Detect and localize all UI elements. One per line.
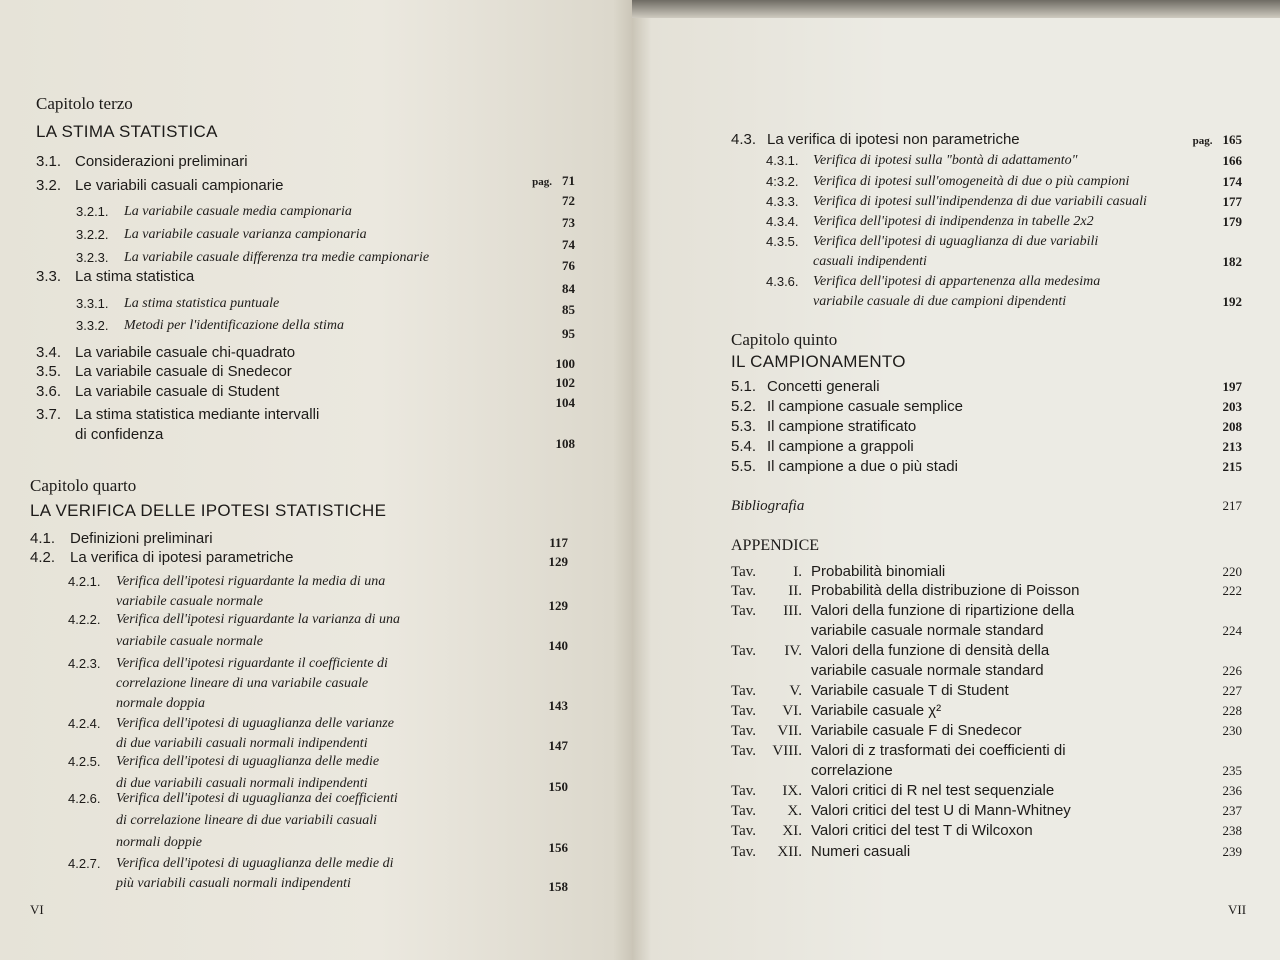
entry-number: 5.2. bbox=[731, 398, 757, 415]
appendix-title: APPENDICE bbox=[731, 537, 820, 554]
entry-title: Le variabili casuali campionarie bbox=[75, 177, 284, 194]
table-number: V. bbox=[789, 683, 802, 699]
entry-title: Il campione a due o più stadi bbox=[767, 458, 958, 475]
entry-page bbox=[1182, 293, 1242, 311]
entry-title: di due variabili casuali normali indipendenti bbox=[116, 736, 368, 751]
table-number: X. bbox=[787, 803, 802, 819]
entry-page: 238 bbox=[1222, 823, 1242, 838]
entry-page bbox=[515, 192, 575, 210]
entry-title: variabile casuale normale bbox=[116, 634, 263, 649]
entry-title: Verifica dell'ipotesi di indipendenza in tabelle 2x2 bbox=[813, 214, 1094, 229]
entry-title: Verifica dell'ipotesi di uguaglianza delle medie di bbox=[116, 856, 394, 871]
entry-title: variabile casuale normale bbox=[116, 594, 263, 609]
entry-number: 3.2.1. bbox=[76, 204, 109, 219]
entry-title: Valori critici del test U di Mann-Whitney bbox=[811, 802, 1071, 819]
entry-number: 4.3.5. bbox=[766, 234, 799, 249]
entry-title: normale doppia bbox=[116, 696, 206, 711]
tav-label: Tav. bbox=[731, 823, 757, 839]
page-number: 192 bbox=[1222, 294, 1242, 309]
entry-title: Valori critici di R nel test sequenziale bbox=[811, 782, 1055, 799]
page-number: 158 bbox=[548, 879, 568, 894]
entry-title: La verifica di ipotesi parametriche bbox=[70, 549, 294, 566]
entry-page bbox=[515, 374, 575, 392]
entry-number: 4.3.6. bbox=[766, 274, 799, 289]
page-number: 71 bbox=[562, 173, 575, 188]
entry-page bbox=[508, 878, 568, 896]
entry-page: 228 bbox=[1222, 703, 1242, 718]
table-number: II. bbox=[788, 583, 802, 599]
entry-number: 4.2.5. bbox=[68, 754, 101, 769]
page-number: 84 bbox=[562, 281, 575, 296]
entry-page bbox=[1182, 378, 1242, 396]
entry-number: 4.2.6. bbox=[68, 791, 101, 806]
table-number: XI. bbox=[782, 823, 802, 839]
entry-page: 227 bbox=[1222, 683, 1242, 698]
entry-number: 3.7. bbox=[36, 406, 62, 423]
tav-label: Tav. bbox=[731, 643, 757, 659]
entry-title: Metodi per l'identificazione della stima bbox=[124, 318, 344, 333]
page-number: 197 bbox=[1222, 379, 1242, 394]
entry-title: Concetti generali bbox=[767, 378, 880, 395]
tav-label: Tav. bbox=[731, 603, 757, 619]
entry-page bbox=[508, 553, 568, 571]
tav-label: Tav. bbox=[731, 683, 757, 699]
entry-page bbox=[1182, 253, 1242, 271]
tav-label: Tav. bbox=[731, 803, 757, 819]
page-number: VI bbox=[30, 902, 44, 917]
entry-title: Valori della funzione di densità della bbox=[811, 642, 1050, 659]
entry-title: Variabile casuale χ² bbox=[811, 702, 942, 719]
page-number: 74 bbox=[562, 237, 575, 252]
entry-number: 3.3.2. bbox=[76, 318, 109, 333]
entry-title: La stima statistica mediante intervalli bbox=[75, 406, 320, 423]
entry-page bbox=[1182, 418, 1242, 436]
entry-title: di correlazione lineare di due variabili casuali bbox=[116, 813, 378, 828]
entry-title: Verifica dell'ipotesi di uguaglianza di due variabili bbox=[813, 234, 1099, 249]
entry-page: 239 bbox=[1222, 844, 1242, 859]
entry-number: 4.2.3. bbox=[68, 656, 101, 671]
page-number: 182 bbox=[1222, 254, 1242, 269]
page-number: 147 bbox=[548, 738, 568, 753]
page-number: 129 bbox=[548, 554, 568, 569]
tav-label: Tav. bbox=[731, 783, 757, 799]
entry-page: 222 bbox=[1222, 583, 1242, 598]
entry-page bbox=[508, 778, 568, 796]
chapter-label: Capitolo quinto bbox=[731, 330, 838, 349]
entry-title: La stima statistica puntuale bbox=[124, 296, 280, 311]
entry-number: 5.1. bbox=[731, 378, 757, 395]
entry-number: 5.3. bbox=[731, 418, 757, 435]
chapter-label: Capitolo quarto bbox=[30, 476, 137, 495]
entry-number: 4.2. bbox=[30, 549, 56, 566]
page-number: 215 bbox=[1222, 459, 1242, 474]
entry-number: 3.4. bbox=[36, 344, 62, 361]
entry-page bbox=[508, 637, 568, 655]
entry-title: Valori critici del test T di Wilcoxon bbox=[811, 822, 1033, 839]
page-number: 166 bbox=[1222, 153, 1242, 168]
entry-title: variabile casuale normale standard bbox=[811, 622, 1044, 639]
entry-page bbox=[515, 257, 575, 275]
entry-title: La variabile casuale media campionaria bbox=[124, 204, 352, 219]
entry-page bbox=[515, 214, 575, 232]
entry-number: 5.5. bbox=[731, 458, 757, 475]
table-number: IX. bbox=[782, 783, 802, 799]
entry-title: Il campione a grappoli bbox=[767, 438, 914, 455]
entry-title: Valori della funzione di ripartizione della bbox=[811, 602, 1075, 619]
entry-title: variabile casuale di due campioni dipendenti bbox=[813, 294, 1067, 309]
tav-label: Tav. bbox=[731, 844, 757, 860]
page-number: 174 bbox=[1222, 174, 1242, 189]
entry-number: 4.2.4. bbox=[68, 716, 101, 731]
entry-title: La variabile casuale chi-quadrato bbox=[75, 344, 296, 361]
tav-label: Tav. bbox=[731, 723, 757, 739]
entry-title: correlazione lineare di una variabile casuale bbox=[116, 676, 369, 691]
page-edge-shadow bbox=[632, 0, 1280, 18]
page-number: VII bbox=[1228, 902, 1247, 917]
page-number: 156 bbox=[548, 840, 568, 855]
page-number: 203 bbox=[1222, 399, 1242, 414]
entry-page: 236 bbox=[1222, 783, 1242, 798]
entry-page: 226 bbox=[1222, 663, 1242, 678]
page-number: 143 bbox=[548, 698, 568, 713]
entry-title: Verifica dell'ipotesi riguardante il coefficiente di bbox=[116, 656, 388, 671]
entry-title: Verifica dell'ipotesi riguardante la media di una bbox=[116, 574, 386, 589]
table-number: VIII. bbox=[772, 743, 802, 759]
tav-label: Tav. bbox=[731, 743, 757, 759]
entry-title: Verifica di ipotesi sulla "bontà di adattamento" bbox=[813, 153, 1078, 168]
page-number: 76 bbox=[562, 258, 575, 273]
entry-number: 3.2.3. bbox=[76, 250, 109, 265]
entry-title: più variabili casuali normali indipendenti bbox=[116, 876, 351, 891]
pag-abbrev: pag. bbox=[532, 176, 552, 188]
entry-title: di due variabili casuali normali indipendenti bbox=[116, 776, 368, 791]
entry-number: 4.3.1. bbox=[766, 153, 799, 168]
page-number: 100 bbox=[555, 356, 575, 371]
page-number: 95 bbox=[562, 326, 575, 341]
entry-number: 4.3. bbox=[731, 131, 757, 148]
entry-title: Numeri casuali bbox=[811, 843, 911, 860]
entry-title: La variabile casuale di Snedecor bbox=[75, 363, 292, 380]
chapter-title: LA VERIFICA DELLE IPOTESI STATISTICHE bbox=[30, 501, 387, 520]
entry-number: 4.2.1. bbox=[68, 574, 101, 589]
entry-title: Valori di z trasformati dei coefficienti di bbox=[811, 742, 1066, 759]
entry-number: 5.4. bbox=[731, 438, 757, 455]
entry-number: 3.2.2. bbox=[76, 227, 109, 242]
entry-number: 4.2.7. bbox=[68, 856, 101, 871]
entry-title: Definizioni preliminari bbox=[70, 530, 213, 547]
entry-title: Verifica dell'ipotesi di uguaglianza dei coefficienti bbox=[116, 791, 398, 806]
table-number: IV. bbox=[784, 643, 802, 659]
page-number: 102 bbox=[555, 375, 575, 390]
right-page bbox=[632, 0, 1280, 960]
tav-label: Tav. bbox=[731, 564, 757, 580]
tav-label: Tav. bbox=[731, 703, 757, 719]
entry-page bbox=[515, 355, 575, 373]
table-number: VI. bbox=[782, 703, 802, 719]
page-number: 165 bbox=[1222, 132, 1242, 147]
entry-title: La stima statistica bbox=[75, 268, 195, 285]
page-number: 179 bbox=[1222, 214, 1242, 229]
entry-page bbox=[1142, 131, 1242, 150]
entry-page: 230 bbox=[1222, 723, 1242, 738]
entry-title: Probabilità della distribuzione di Poisson bbox=[811, 582, 1080, 599]
entry-page bbox=[515, 435, 575, 453]
chapter-title: LA STIMA STATISTICA bbox=[36, 122, 218, 141]
entry-page: 235 bbox=[1222, 763, 1242, 778]
page-number: 104 bbox=[555, 395, 575, 410]
table-number: III. bbox=[783, 603, 802, 619]
entry-title: La verifica di ipotesi non parametriche bbox=[767, 131, 1020, 148]
page-number: 140 bbox=[548, 638, 568, 653]
entry-page bbox=[508, 737, 568, 755]
entry-title: La variabile casuale varianza campionaria bbox=[124, 227, 367, 242]
entry-title: Il campione casuale semplice bbox=[767, 398, 963, 415]
entry-page bbox=[515, 236, 575, 254]
entry-title: Probabilità binomiali bbox=[811, 563, 946, 580]
entry-page bbox=[1182, 398, 1242, 416]
entry-title: Verifica dell'ipotesi riguardante la varianza di una bbox=[116, 612, 401, 627]
entry-title: normali doppie bbox=[116, 835, 202, 850]
entry-number: 4.1. bbox=[30, 530, 56, 547]
page-number: 150 bbox=[548, 779, 568, 794]
entry-title: Verifica di ipotesi sull'indipendenza di due variabili casuali bbox=[813, 194, 1147, 209]
tav-label: Tav. bbox=[731, 583, 757, 599]
entry-title: di confidenza bbox=[75, 426, 164, 443]
entry-number: 3.6. bbox=[36, 383, 62, 400]
entry-number: 3.3. bbox=[36, 268, 62, 285]
entry-page bbox=[1182, 213, 1242, 231]
bibliography-label: Bibliografia bbox=[731, 498, 805, 514]
entry-page bbox=[515, 325, 575, 343]
entry-page bbox=[515, 394, 575, 412]
entry-title: Variabile casuale T di Student bbox=[811, 682, 1009, 699]
entry-page bbox=[1182, 173, 1242, 191]
page-number: 129 bbox=[548, 598, 568, 613]
entry-page bbox=[508, 597, 568, 615]
entry-number: 4.3.4. bbox=[766, 214, 799, 229]
entry-title: La variabile casuale differenza tra medie campionarie bbox=[124, 250, 430, 265]
entry-page bbox=[475, 172, 575, 191]
entry-title: Verifica dell'ipotesi di uguaglianza delle medie bbox=[116, 754, 380, 769]
entry-number: 4.3.3. bbox=[766, 194, 799, 209]
entry-title: Variabile casuale F di Snedecor bbox=[811, 722, 1022, 739]
page-number: 117 bbox=[549, 535, 568, 550]
table-number: VII. bbox=[777, 723, 802, 739]
entry-page bbox=[515, 301, 575, 319]
entry-page: 224 bbox=[1222, 623, 1242, 638]
entry-page: 220 bbox=[1222, 564, 1242, 579]
entry-page bbox=[508, 697, 568, 715]
pag-abbrev: pag. bbox=[1192, 135, 1213, 147]
entry-number: 3.1. bbox=[36, 153, 62, 170]
entry-title: Verifica di ipotesi sull'omogeneità di due o più campioni bbox=[813, 174, 1130, 189]
entry-page bbox=[1182, 193, 1242, 211]
chapter-title: IL CAMPIONAMENTO bbox=[731, 352, 906, 371]
entry-number: 4.2.2. bbox=[68, 612, 101, 627]
entry-number: 4:3.2. bbox=[766, 174, 799, 189]
page-number: 177 bbox=[1222, 194, 1242, 209]
table-number: I. bbox=[793, 564, 802, 580]
page-number: 73 bbox=[562, 215, 575, 230]
table-number: XII. bbox=[777, 844, 802, 860]
entry-title: correlazione bbox=[811, 762, 893, 779]
page-number: 108 bbox=[555, 436, 575, 451]
entry-number: 3.5. bbox=[36, 363, 62, 380]
entry-title: La variabile casuale di Student bbox=[75, 383, 280, 400]
entry-page bbox=[1182, 458, 1242, 476]
entry-title: casuali indipendenti bbox=[813, 254, 927, 269]
entry-title: Il campione stratificato bbox=[767, 418, 917, 435]
chapter-label: Capitolo terzo bbox=[36, 94, 133, 113]
entry-page bbox=[1182, 438, 1242, 456]
entry-number: 3.2. bbox=[36, 177, 62, 194]
page-number: 208 bbox=[1222, 419, 1242, 434]
page-number: 213 bbox=[1222, 439, 1242, 454]
entry-title: variabile casuale normale standard bbox=[811, 662, 1044, 679]
entry-page bbox=[508, 534, 568, 552]
page-number: 72 bbox=[562, 193, 575, 208]
entry-title: Verifica dell'ipotesi di appartenenza alla medesima bbox=[813, 274, 1101, 289]
entry-number: 3.3.1. bbox=[76, 296, 109, 311]
entry-page bbox=[515, 280, 575, 298]
bibliography-page: 217 bbox=[1222, 498, 1242, 513]
entry-title: Verifica dell'ipotesi di uguaglianza delle varianze bbox=[116, 716, 394, 731]
entry-page bbox=[1182, 152, 1242, 170]
page-number: 85 bbox=[562, 302, 575, 317]
entry-page bbox=[508, 839, 568, 857]
entry-page: 237 bbox=[1222, 803, 1242, 818]
left-page bbox=[0, 0, 632, 960]
entry-title: Considerazioni preliminari bbox=[75, 153, 248, 170]
